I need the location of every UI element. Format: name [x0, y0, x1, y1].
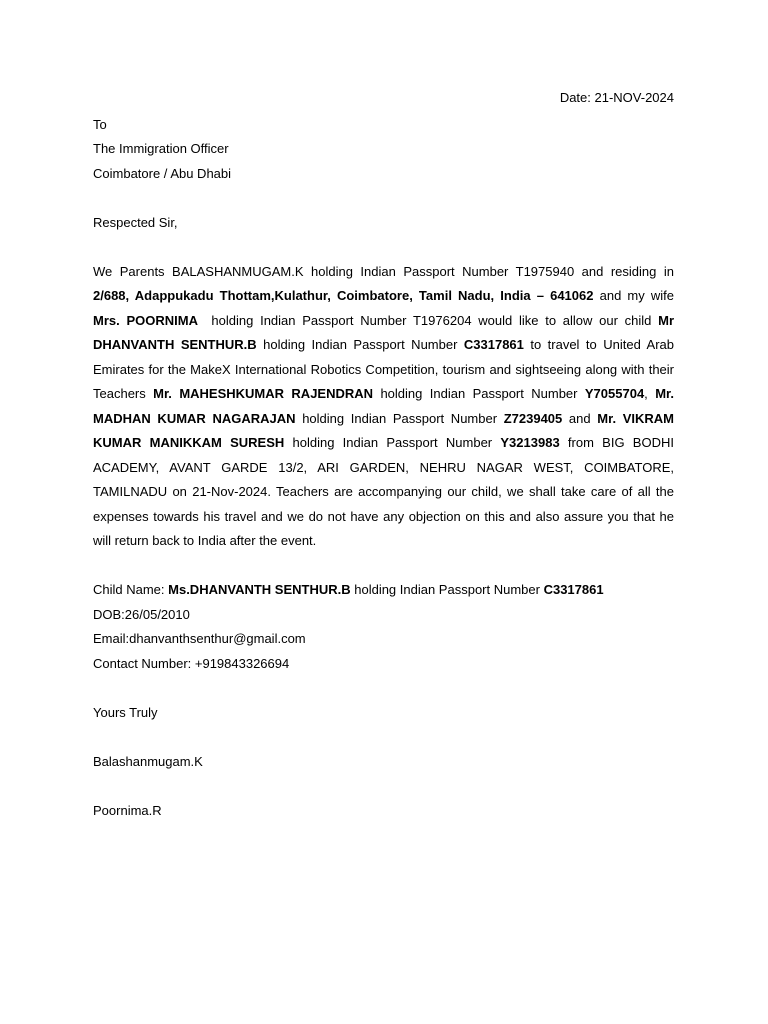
- body-text: We Parents BALASHANMUGAM.K holding Indian Passport Number T1975940 and residing in: [93, 263, 674, 279]
- parent-address: 2/688, Adappukadu Thottam,Kulathur, Coimbatore, Tamil Nadu, India – 641062: [93, 288, 594, 303]
- body-paragraph: [93, 260, 674, 554]
- child-name-value: Ms.DHANVANTH SENTHUR.B: [168, 582, 351, 597]
- teacher-passport: Y7055704: [584, 386, 645, 401]
- signature-mother: Poornima.R: [93, 802, 162, 818]
- teacher-name: Mr. VIKRAM KUMAR MANIKKAM SURESH: [93, 410, 674, 450]
- recipient-title: The Immigration Officer: [93, 141, 229, 156]
- body-text: and: [562, 410, 598, 426]
- body-text: holding Indian Passport Number: [373, 386, 585, 401]
- mother-name: Mrs. POORNIMA: [93, 312, 198, 328]
- child-passport-value: C3317861: [543, 582, 604, 597]
- salutation: Respected Sir,: [93, 214, 178, 230]
- body-text: holding Indian Passport Number T1976204 would like to allow our child: [197, 312, 659, 328]
- teacher-name: Mr. MAHESHKUMAR RAJENDRAN: [153, 386, 374, 401]
- recipient-to: To: [93, 116, 107, 132]
- closing: Yours Truly: [93, 704, 158, 720]
- recipient-location: Coimbatore / Abu Dhabi: [93, 165, 232, 181]
- signature-father: Balashanmugam.K: [93, 753, 203, 769]
- child-email: Email:dhanvanthsenthur@gmail.com: [93, 631, 306, 646]
- child-contact: Contact Number: +919843326694: [93, 655, 290, 671]
- body-text: to travel to United Arab Emirates for the MakeX International Robotics Competition, tourism and sightseeing along with their Teachers: [93, 337, 675, 401]
- child-details: [93, 578, 674, 676]
- child-name-line: [93, 578, 674, 603]
- child-name-label: Child Name:: [93, 582, 169, 597]
- letter-date: Date: 21-NOV-2024: [559, 90, 674, 105]
- teacher-passport: Z7239405: [503, 410, 563, 426]
- child-passport-label: holding Indian Passport Number: [350, 582, 544, 597]
- child-name: Mr DHANVANTH SENTHUR.B: [93, 312, 675, 352]
- body-text: holding Indian Passport Number: [256, 337, 464, 352]
- letter-body: [93, 86, 674, 823]
- body-text: ,: [644, 386, 656, 401]
- teacher-name: Mr. MADHAN KUMAR NAGARAJAN: [93, 386, 674, 426]
- child-passport: C3317861: [463, 337, 524, 352]
- body-text: holding Indian Passport Number: [284, 435, 501, 450]
- body-text: holding Indian Passport Number: [295, 410, 504, 426]
- body-text: from BIG BODHI ACADEMY, AVANT GARDE 13/2, ARI GARDEN, NEHRU NAGAR WEST, COIMBATORE, TAMILNADU on 21-Nov-2024. Teachers are accompanying our child, we shall take care of all the expenses towards his travel and we do not have any objection on this and also assure you that he will return back to India after the event.: [93, 435, 674, 548]
- recipient-block: [93, 113, 674, 187]
- teacher-passport: Y3213983: [500, 435, 560, 450]
- child-dob: DOB:26/05/2010: [93, 606, 190, 622]
- body-text: and my wife: [593, 288, 674, 303]
